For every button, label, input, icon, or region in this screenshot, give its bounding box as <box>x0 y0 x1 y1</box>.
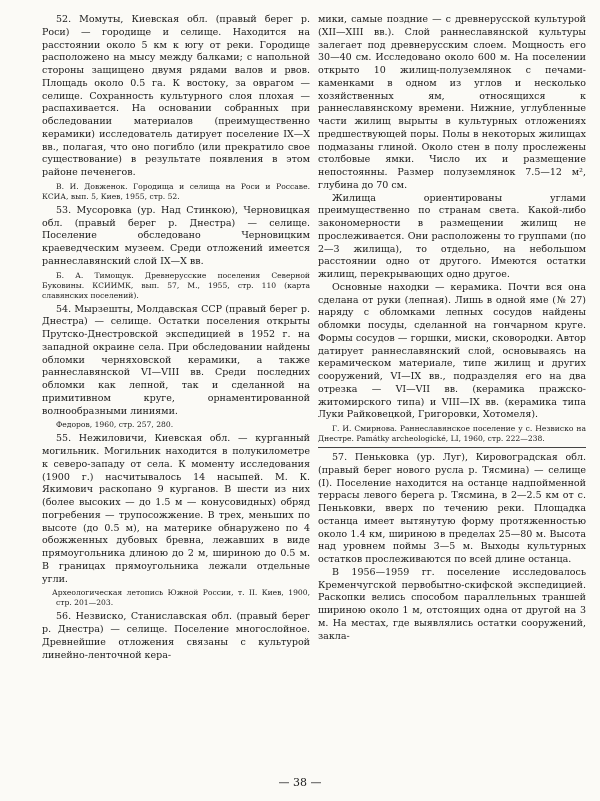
entry-56-start: 56. Незвиско, Станиславская обл. (правый берег р. Днестра) — селище. Поселение многослойное. Древнейшие отложения связаны с культурой линейно-ленточной кера- <box>42 611 310 661</box>
entry-56-continued: мики, самые поздние — с древнерусской культурой (XII—XIII вв.). Слой раннеславянской культуры залегает под древнерусским слоем. Мощность его 30—40 см. Исследовано около 600 м. На поселении открыто 10 жилищ-полуземлянок с печами-каменками в одном из углов и несколько хозяйственных ям, относящихся к раннеславянскому времени. Нижние, углубленные части жилищ вырыты в культурных отложениях предшествующей поры. Полы в некоторых жилищах подмазаны глиной. Около стен в полу прослежены столбовые ямки. Число их и размещение непостоянны. Размер полуземлянок 7.5—12 м², глубина до 70 см. <box>318 14 586 191</box>
entry-57-paragraph-2: В 1956—1959 гг. поселение исследовалось Кременчугской первобытно-скифской экспедицией. Раскопки велись способом параллельных траншей шириною около 1 м, отстоящих одна от другой на 3 м. На местах, где выявлялись остатки сооружений, закла- <box>318 566 586 642</box>
entry-52: 52. Момуты, Киевская обл. (правый берег р. Роси) — городище и селище. Находится на расстоянии около 5 км к югу от реки. Городище расположено на мысу между балками; с напольной стороны защищено двумя рядами валов и рвов. Площадь около 0.5 га. К востоку, за оврагом — селище. Сохранность культурного слоя плохая — распахивается. На основании собранных при обследовании материалов (преимущественно керамики) исследователь датирует поселение IX—X вв., полагая, что оно погибло (или прекратило свое существование) в результате появления в этом районе печенегов. <box>42 14 310 178</box>
entry-56-paragraph-2: Жилища ориентированы углами преимущественно по странам света. Какой-либо закономерности в размещении жилищ не прослеживается. Они расположены то группами (по 2—3 жилища), то отдельно, на небольшом расстоянии одно от другого. Имеются остатки жилищ, перекрывающих одно другое. <box>318 192 586 280</box>
reference-56: Г. И. Смирнова. Раннеславянское поселение у с. Незвиско на Днестре. Památky archeologické, LI, 1960, стр. 222—238. <box>318 424 586 443</box>
left-column <box>42 14 310 662</box>
page-number: — 38 — <box>278 776 322 789</box>
entry-56-paragraph-3: Основные находки — керамика. Почти вся она сделана от руки (лепная). Лишь в одной яме (№ 27) наряду с обломками лепных сосудов найдены обломки посуды, сделанной на гончарном круге. Формы сосудов — горшки, миски, сковородки. Автор датирует раннеславянский слой, основываясь на керамическом материале, типе жилищ и других сооружений, VI—IX вв., подразделяя его на два отрезка — VI—VII вв. (керамика пражско-житомирского типа) и VIII—IX вв. (керамика типа Луки Райковецкой, Григоровки, Хотомеля). <box>318 281 586 421</box>
entry-53: 53. Мусоровка (ур. Над Стинкою), Черновицкая обл. (правый берег р. Днестра) — селище. Поселение обследовано Черновицким краеведческим музеем. Среди отложений имеется раннеславянский слой IX—X вв. <box>42 204 310 267</box>
entry-55: 55. Нежиловичи, Киевская обл. — курганный могильник. Могильник находится в полукилометре к северо-западу от села. К моменту исследования (1900 г.) насчитывалось 14 насыпей. М. К. Якимович раскопано 9 курганов. В шести из них (более высоких — до 1.5 м — конусовидных) обряд погребения — трупосожжение. В трех, меньших по высоте (до 0.5 м), на материке обнаружено по 4 обожженных дубовых бревна, лежавших в виде прямоугольника длиною до 2 м, шириною до 0.5 м. В границах прямоугольника лежали отдельные угли. <box>42 433 310 585</box>
right-column <box>318 14 586 643</box>
entry-54: 54. Мырзешты, Молдавская ССР (правый берег р. Днестра) — селище. Остатки поселения открыты Прутско-Днестровской экспедицией в 1952 г. на западной окраине села. При обследовании найдены обломки черняховской керамики, а также раннеславянской VI—VIII вв. Среди последних обломки как лепной, так и сделанной на примитивном круге, орнаментированной волнообразными линиями. <box>42 303 310 417</box>
reference-52: В. И. Довженок. Городища и селища на Роси и Россаве. КСИА, вып. 5, Киев, 1955, стр. 52. <box>42 181 310 201</box>
reference-54: Федоров, 1960, стр. 257, 280. <box>56 420 174 430</box>
entry-57: 57. Пеньковка (ур. Луг), Кировоградская обл. (правый берег нового русла р. Тясмина) — селище (I). Поселение находится на останце надпойменной террасы левого берега р. Тясмина, в 2—2.5 км от с. Пеньковки, вверх по течению реки. Площадка останца имеет вытянутую форму протяженностью около 1.4 км, шириною в пределах 25—80 м. Высота над уровнем поймы 3—5 м. Выходы культурных остатков прослеживаются по всей длине останца. <box>318 452 586 565</box>
reference-55: Археологическая летопись Южной России, т. II. Киев, 1900, стр. 201—203. <box>52 588 310 608</box>
reference-53: Б. А. Тимощук. Древнерусские поселения Северной Буковины. КСИИМК, вып. 57, М., 1955, стр. 110 (карта славянских поселений). <box>42 270 310 300</box>
section-divider <box>318 447 586 448</box>
